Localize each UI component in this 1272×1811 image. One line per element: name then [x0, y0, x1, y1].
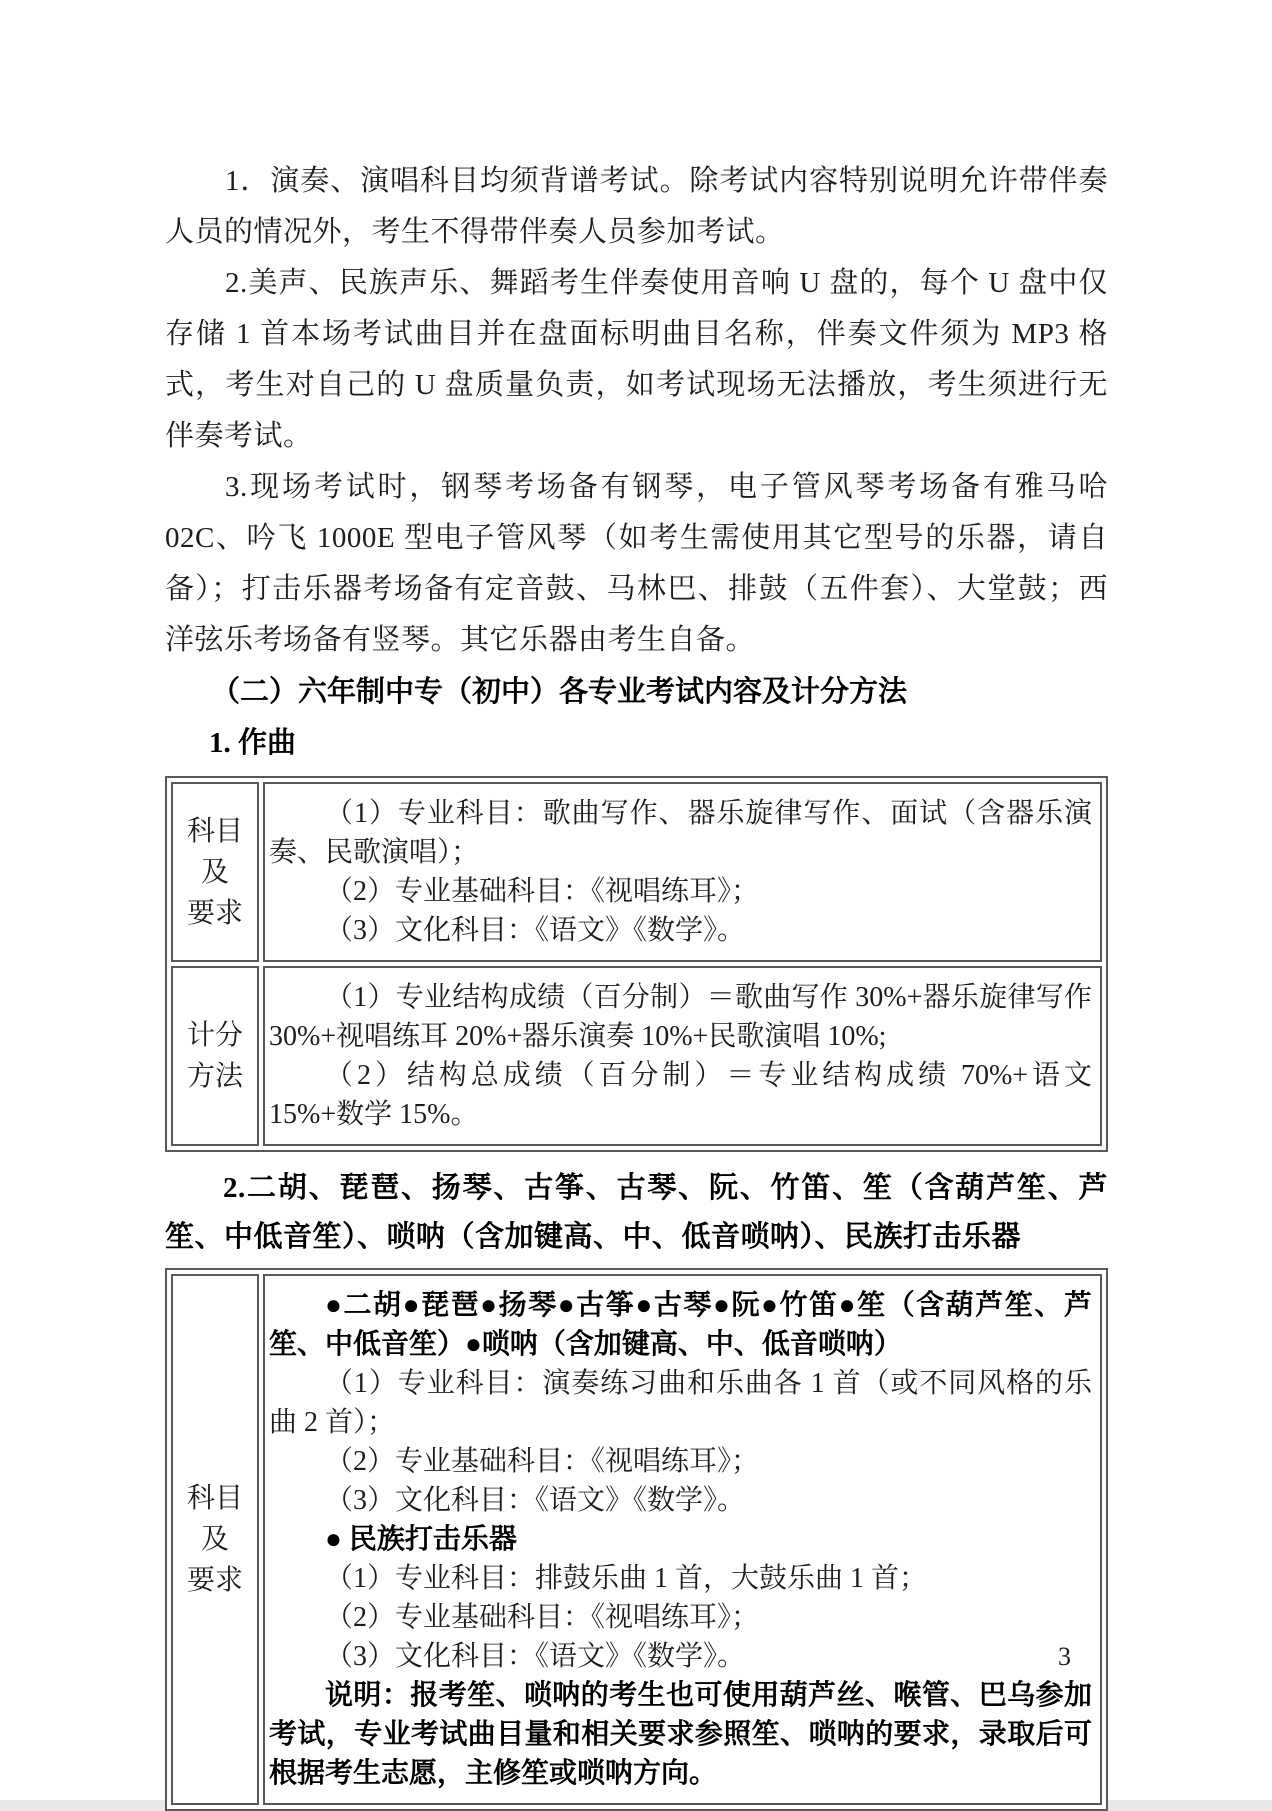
group-title-folk-percussion: ● 民族打击乐器 [325, 1524, 517, 1555]
item-culture-subjects: （3）文化科目：《语文》《数学》。 [325, 1641, 746, 1672]
item-culture-subjects: （3）文化科目：《语文》《数学》。 [325, 915, 746, 946]
row-label-subjects-requirements: 科目及 要求 [171, 1274, 259, 1805]
composition-exam-table [165, 776, 1108, 1152]
item-culture-subjects: （3）文化科目：《语文》《数学》。 [325, 1485, 746, 1516]
note-sheng-suona-alternatives: 说明：报考笙、唢呐的考生也可使用葫芦丝、喉管、巴乌参加考试，专业考试曲目量和相关要求参照笙、唢呐的要求，录取后可根据考生志愿，主修笙或唢呐方向。 [269, 1680, 1092, 1789]
item-professional-structure-score: （1）专业结构成绩（百分制）＝歌曲写作 30%+器乐旋律写作 30%+视唱练耳 20%+器乐演奏 10%+民歌演唱 10%; [269, 982, 1092, 1052]
row-label-subjects-requirements: 科目及 要求 [171, 782, 259, 962]
item-professional-subjects: （1）专业科目：演奏练习曲和乐曲各 1 首（或不同风格的乐曲 2 首）； [269, 1368, 1092, 1438]
item-professional-subjects: （1）专业科目：排鼓乐曲 1 首，大鼓乐曲 1 首； [325, 1563, 928, 1594]
page-number: 3 [1058, 1642, 1071, 1671]
item-professional-basic-subjects: （2）专业基础科目：《视唱练耳》； [325, 1602, 760, 1633]
item-professional-subjects: （1）专业科目：歌曲写作、器乐旋律写作、面试（含器乐演奏、民歌演唱）； [269, 798, 1092, 868]
subsection-heading-folk-instruments: 2.二胡、琵琶、扬琴、古筝、古琴、阮、竹笛、笙（含葫芦笙、芦笙、中低音笙）、唢呐（含加键高、中、低音唢呐）、民族打击乐器 [165, 1172, 1108, 1253]
scoring-method-content [263, 966, 1102, 1146]
item-professional-basic-subjects: （2）专业基础科目：《视唱练耳》； [325, 876, 760, 907]
table-row [171, 782, 1102, 962]
folk-instruments-content [263, 1274, 1102, 1805]
subjects-requirements-content [263, 782, 1102, 962]
section-heading-six-year-program: （二）六年制中专（初中）各专业考试内容及计分方法 [211, 676, 908, 708]
paragraph-memorized-performance-rule: 1．演奏、演唱科目均须背谱考试。除考试内容特别说明允许带伴奏人员的情况外，考生不得带伴奏人员参加考试。 [165, 165, 1108, 248]
table-row [171, 1274, 1102, 1805]
table-row [171, 966, 1102, 1146]
subsection-heading-composition: 1. 作曲 [209, 727, 297, 759]
row-label-scoring-method: 计分 方法 [171, 966, 259, 1146]
group-title-string-wind-instruments: ●二胡●琵琶●扬琴●古筝●古琴●阮●竹笛●笙（含葫芦笙、芦笙、中低音笙）●唢呐（含加键高、中、低音唢呐） [269, 1290, 1092, 1360]
folk-instruments-exam-table [165, 1268, 1108, 1811]
item-professional-basic-subjects: （2）专业基础科目：《视唱练耳》； [325, 1446, 760, 1477]
item-total-structure-score: （2）结构总成绩（百分制）＝专业结构成绩 70%+语文 15%+数学 15%。 [269, 1060, 1092, 1130]
paragraph-onsite-instruments-rule: 3.现场考试时，钢琴考场备有钢琴，电子管风琴考场备有雅马哈 02C、吟飞 1000E 型电子管风琴（如考生需使用其它型号的乐器，请自备）；打击乐器考场备有定音鼓、马林巴、排鼓（五件套）、大堂鼓；西洋弦乐考场备有竖琴。其它乐器由考生自备。 [165, 471, 1108, 656]
paragraph-usb-accompaniment-rule: 2.美声、民族声乐、舞蹈考生伴奏使用音响 U 盘的，每个 U 盘中仅存储 1 首本场考试曲目并在盘面标明曲目名称，伴奏文件须为 MP3 格式，考生对自己的 U 盘质量负责，如考试现场无法播放，考生须进行无伴奏考试。 [165, 267, 1108, 452]
